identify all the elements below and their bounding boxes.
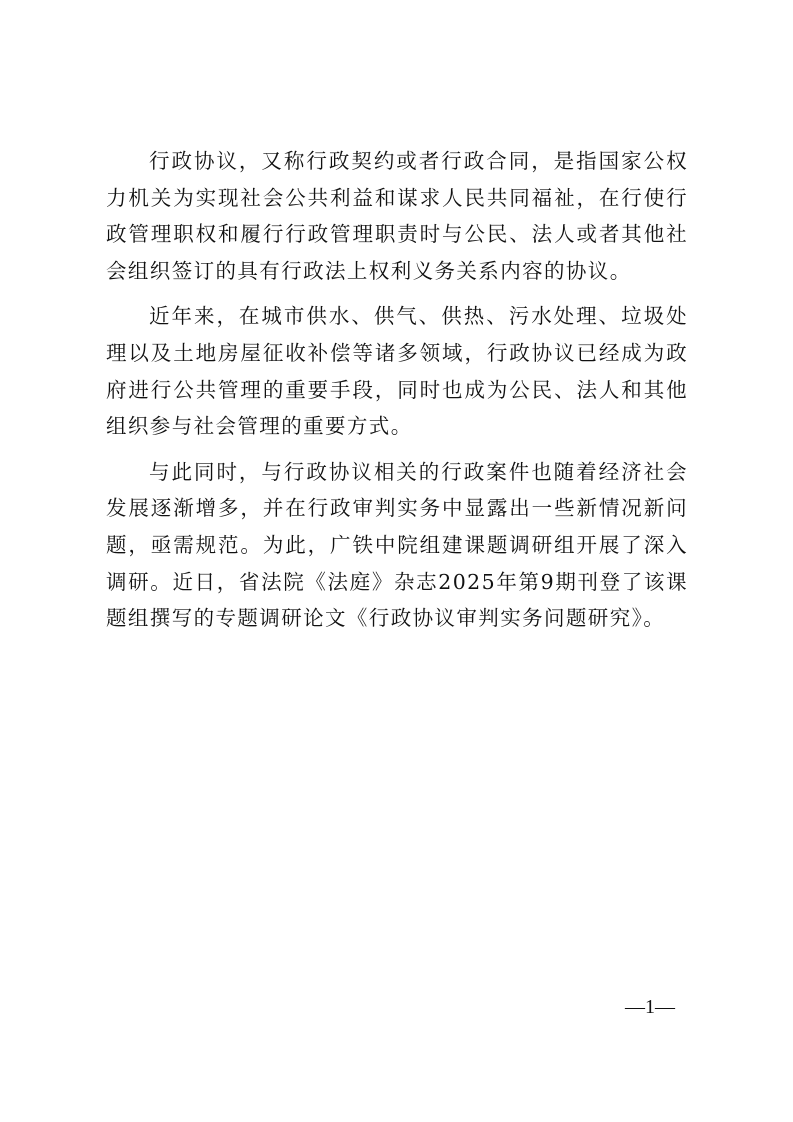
paragraph-recent-years-usage: 近年来，在城市供水、供气、供热、污水处理、垃圾处理以及土地房屋征收补偿等诸多领域，行政协议已经成为政府进行公共管理的重要手段，同时也成为公民、法人和其他组织参与社会管理的重要方式。 (106, 304, 688, 439)
paragraph-research-publication: 与此同时，与行政协议相关的行政案件也随着经济社会发展逐渐增多，并在行政审判实务中显露出一些新情况新问题，亟需规范。为此，广铁中院组建课题调研组开展了深入调研。近日，省法院《法庭》杂志2025年第9期刊登了该课题组撰写的专题调研论文《行政协议审判实务问题研究》。 (106, 459, 688, 631)
page-number: —1— (625, 996, 675, 1018)
paragraph-administrative-agreement-definition: 行政协议，又称行政契约或者行政合同，是指国家公权力机关为实现社会公共利益和谋求人民共同福祉，在行使行政管理职权和履行行政管理职责时与公民、法人或者其他社会组织签订的具有行政法上权利义务关系内容的协议。 (106, 149, 688, 283)
document-body (106, 143, 688, 646)
